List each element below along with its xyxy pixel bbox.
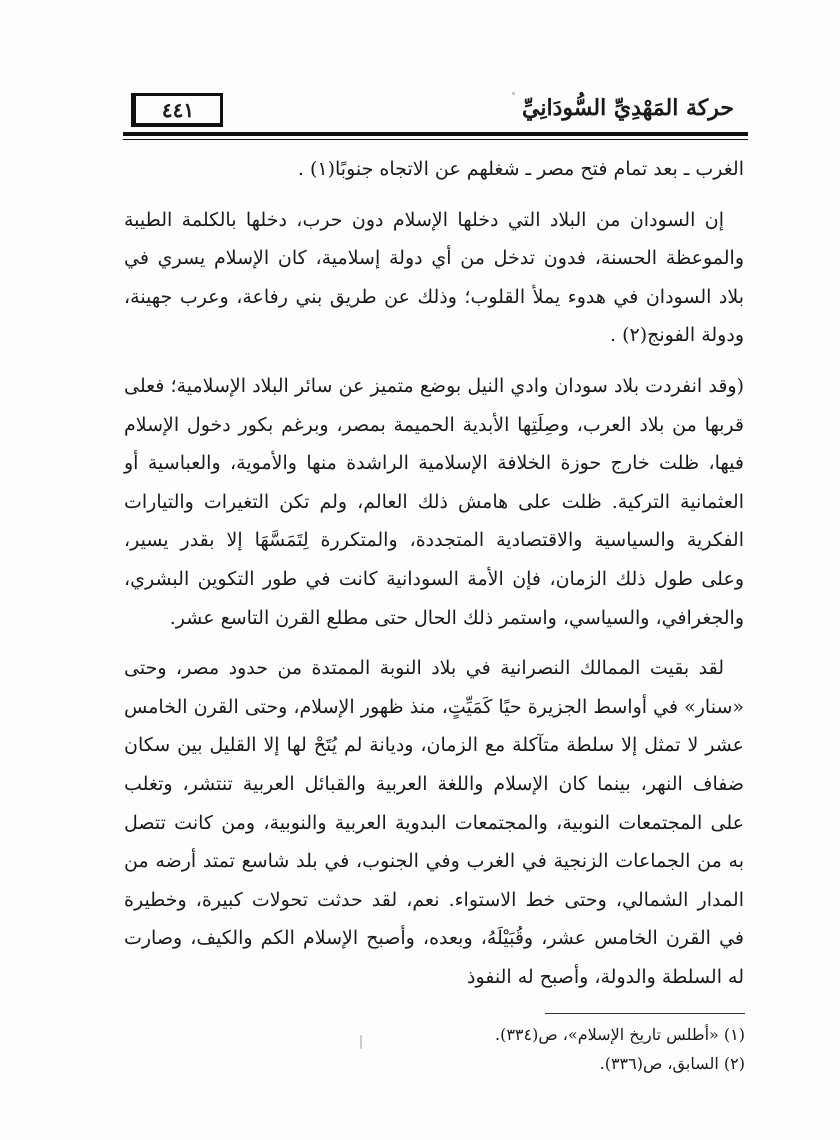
header-rule-thin [123,139,748,140]
page-header [123,85,748,133]
header-rule-thick [123,132,748,136]
footnote-1: (١) «أطلس تاريخ الإسلام»، ص(٣٣٤). [494,1025,745,1044]
paragraph-4: لقد بقيت الممالك النصرانية في بلاد النوبة الممتدة من حدود مصر، وحتى «سنار» في أواسط الجزيرة حيًا كَمَيِّتٍ، منذ ظهور الإسلام، وحتى القرن الخامس عشر لا تمثل إلا سلطة متآكلة مع الزمان، وديانة لم يُتَحْ لها إلا القليل بين سكان ضفاف النهر، بينما كان الإسلام واللغة العربية والقبائل العربية تنتشر، وتغلب على المجتمعات النوبية، والمجتمعات البدوية العربية والنوبية، ومن كانت تتصل به من الجماعات الزنجية في الغرب وفي الجنوب، في بلد شاسع تمتد أرضه من المدار الشمالي، وحتى خط الاستواء. نعم، لقد حدثت تحولات كبيرة، وخطيرة في القرن الخامس عشر، وقُبَيْلَهُ، وبعده، وأصبح الإسلام الكم والكيف، وصارت له السلطة والدولة، وأصبح له النفوذ [124,657,744,988]
paragraph-2: إن السودان من البلاد التي دخلها الإسلام دون حرب، دخلها بالكلمة الطيبة والموعظة الحسنة، فدون تدخل من أي دولة إسلامية، كان الإسلام يسري في بلاد السودان في هدوء يملأ القلوب؛ وذلك عن طريق بني رفاعة، وعرب جهينة، ودولة الفونج(٢) . [124,208,744,347]
body-text [124,150,744,996]
footnotes [125,1020,745,1078]
scan-speck [512,92,515,95]
paragraph-1: الغرب ـ بعد تمام فتح مصر ـ شغلهم عن الاتجاه جنوبًا(١) . [297,158,744,180]
footnote-2: (٢) السابق، ص(٣٣٦). [599,1054,745,1073]
footnote-rule [545,1013,745,1014]
paragraph-3: (وقد انفردت بلاد سودان وادي النيل بوضع متميز عن سائر البلاد الإسلامية؛ فعلى قربها من بلاد العرب، وصِلَتِها الأبدية الحميمة بمصر، وبرغم بكور دخول الإسلام فيها، ظلت خارج حوزة الخلافة الإسلامية الراشدة منها والأموية، والعباسية أو العثمانية التركية. ظلت على هامش ذلك العالم، ولم تكن التغيرات والتيارات الفكرية والسياسية والاقتصادية المتجددة، والمتكررة لِتَمَسَّهَا إلا بقدر يسير، وعلى طول ذلك الزمان، فإن الأمة السودانية كانت في طور التكوين البشري، والجغرافي، والسياسي، واستمر ذلك الحال حتى مطلع القرن التاسع عشر. [124,374,745,629]
scan-speck [360,1035,362,1049]
page-number: ٤٤١ [131,93,223,127]
running-title: حركة المَهْدِيِّ السُّودَانِيِّ [522,95,734,121]
